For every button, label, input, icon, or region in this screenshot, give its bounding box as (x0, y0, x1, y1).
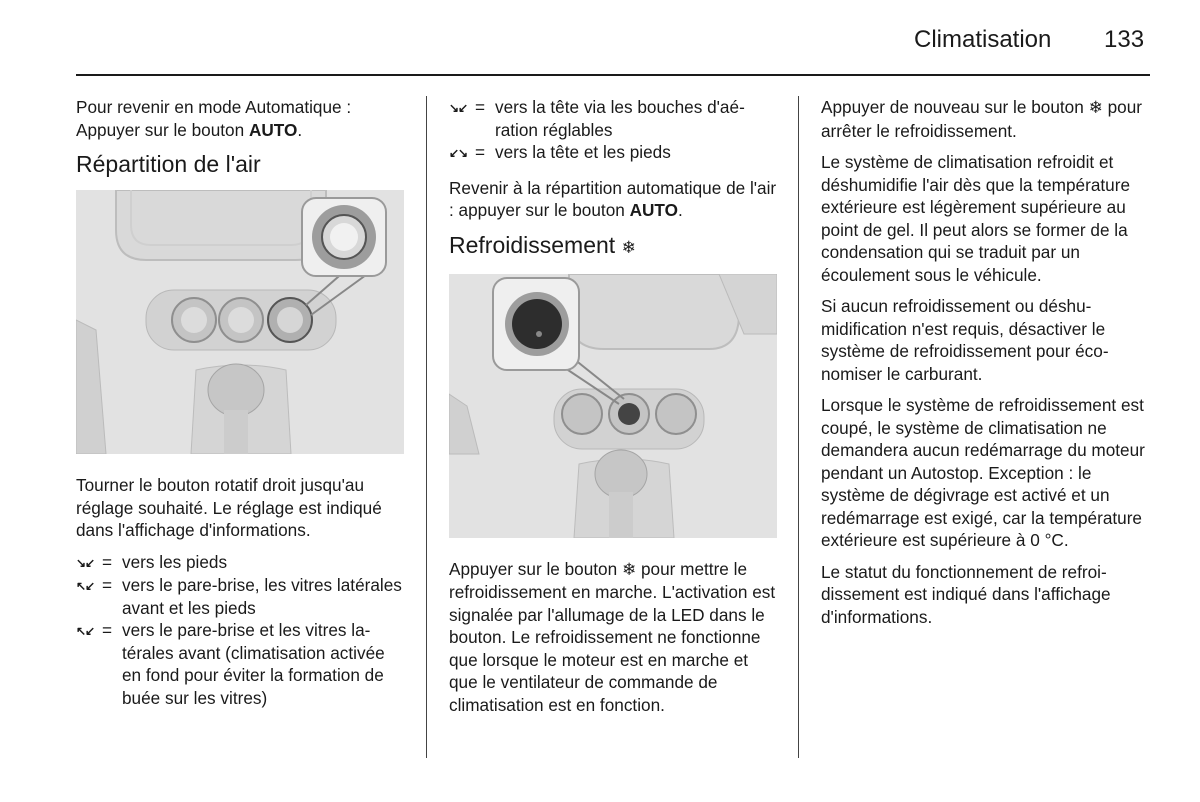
cooling-off-paragraph: Appuyer de nouveau sur le bouton ❄ pour arrêter le refroidissement. (821, 97, 1142, 141)
cooling-button-illustration (449, 274, 777, 538)
header-rule (76, 74, 1150, 76)
windscreen-feet-airflow-icon: ↖↙ (76, 579, 95, 593)
snowflake-icon: ❄ (621, 559, 637, 579)
autostop-paragraph: Lorsque le système de refroidissement est coupé, le système de climatisation ne demandera aucun redémarrage du moteur pendant un Autostop. Exception : le système de dégivrage est activé et un redémarrage est exigé, car la température extérieure est supérieure à 0 °C. (821, 395, 1145, 550)
section-heading-cooling: Refroidissement ❄ (449, 231, 636, 258)
page-number: 133 (1104, 26, 1145, 53)
air-distribution-list-continued (449, 96, 779, 165)
status-paragraph: Le statut du fonctionnement de refroidissement est indiqué dans l'affichage d'informations. (821, 561, 1111, 627)
intro-paragraph: Pour revenir en mode Automatique : Appuyer sur le bouton AUTO. (76, 97, 352, 140)
column-1 (76, 96, 408, 721)
column-2 (449, 96, 779, 725)
column-divider-1 (426, 96, 427, 758)
list-item: ↖↙ = vers le pare-brise, les vitres latérales avant et les pieds (76, 575, 402, 618)
air-distribution-illustration (76, 190, 404, 454)
head-airflow-icon: ↘↙ (449, 101, 468, 115)
column-3 (821, 96, 1152, 637)
snowflake-icon: ❄ (621, 237, 636, 257)
air-distribution-paragraph: Tourner le bouton rotatif droit jusqu'au réglage souhaité. Le réglage est indiqué dans l'affichage d'informations. (76, 475, 382, 540)
auto-keyword: AUTO (629, 200, 678, 220)
air-distribution-list (76, 551, 408, 710)
list-item: ↘↙ = vers les pieds (76, 551, 408, 575)
cooling-on-paragraph: Appuyer sur le bouton ❄ pour mettre le refroidissement en marche. L'activation est signalée par l'allumage de la LED dans le bouton. Le refroidissement ne fonctionne que lorsque le moteur est en marche et que le ventilateur de commande de climatisation est en fonction. (449, 558, 776, 715)
windscreen-airflow-icon: ↖↙ (76, 624, 95, 638)
list-item: ↖↙ = vers le pare-brise et les vitres latérales avant (climatisation activée en fond pour éviter la formation de buée sur les vitres) (76, 620, 385, 708)
column-divider-2 (798, 96, 799, 758)
auto-keyword: AUTO (248, 119, 298, 140)
dehumidify-paragraph: Le système de climatisation refroidit et déshumidifie l'air dès que la température extérieure est légèrement supérieure au point de gel. Il peut alors se former de la condensation qui se traduit par un écoulement sous le véhicule. (821, 152, 1131, 285)
section-heading-air-distribution: Répartition de l'air (76, 151, 261, 177)
feet-airflow-icon: ↘↙ (76, 555, 95, 570)
page-header-title: Climatisation (914, 26, 1052, 53)
auto-distribution-paragraph: Revenir à la répartition automatique de l'air : appuyer sur le bouton AUTO. (449, 177, 777, 220)
head-feet-airflow-icon: ↙↘ (449, 146, 468, 160)
fuel-saving-paragraph: Si aucun refroidissement ou déshumidification n'est requis, désactiver le système de refroidissement pour économiser le carburant. (821, 296, 1109, 384)
list-item: ↘↙ = vers la tête via les bouches d'aération réglables (449, 97, 745, 140)
list-item: ↙↘ = vers la tête et les pieds (449, 141, 779, 165)
snowflake-icon: ❄ (1088, 98, 1103, 117)
